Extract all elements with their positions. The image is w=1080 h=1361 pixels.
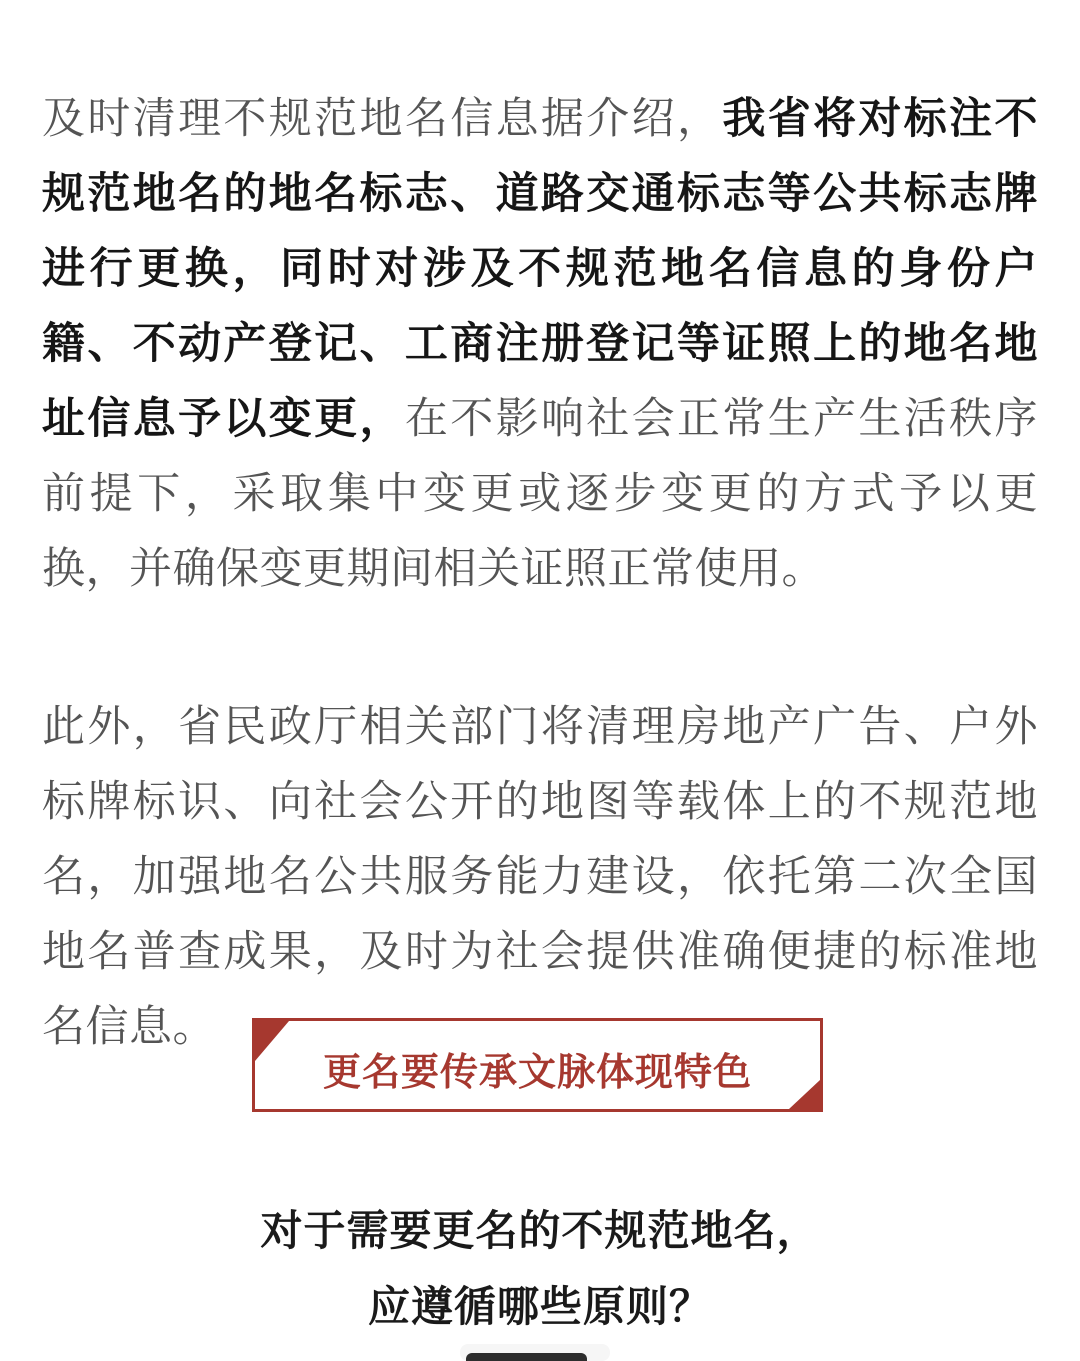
bottom-partial-bar [466, 1353, 587, 1361]
paragraph1-lead-text: 及时清理不规范地名信息据介绍， [42, 95, 723, 143]
paragraph1-emphasis-text: 我省将对标注不规范地名的地名标志、道路交通标志等公共标志牌进行更换，同时对涉及不规范地名信息的身份户籍、不动产登记、工商注册登记等证照上的地名地址信息予以变更， [42, 95, 1039, 443]
question-block [0, 1193, 1080, 1345]
section-banner-title: 更名要传承文脉体现特色 [322, 1051, 752, 1094]
question-line-1: 对于需要更名的不规范地名， [260, 1207, 820, 1254]
paragraph1-tail-text: 在不影响社会正常生产生活秩序前提下，采取集中变更或逐步变更的方式予以更换，并确保变更期间相关证照正常使用。 [42, 395, 1039, 593]
question-line-2: 应遵循哪些原则？ [367, 1283, 712, 1330]
section-banner [252, 1018, 823, 1112]
paragraph-clean-up-names [42, 82, 1038, 607]
paragraph-public-service: 此外，省民政厅相关部门将清理房地产广告、户外标牌标识、向社会公开的地图等载体上的不规范地名，加强地名公共服务能力建设，依托第二次全国地名普查成果，及时为社会提供准确便捷的标准地名信息。 [42, 703, 1038, 1051]
